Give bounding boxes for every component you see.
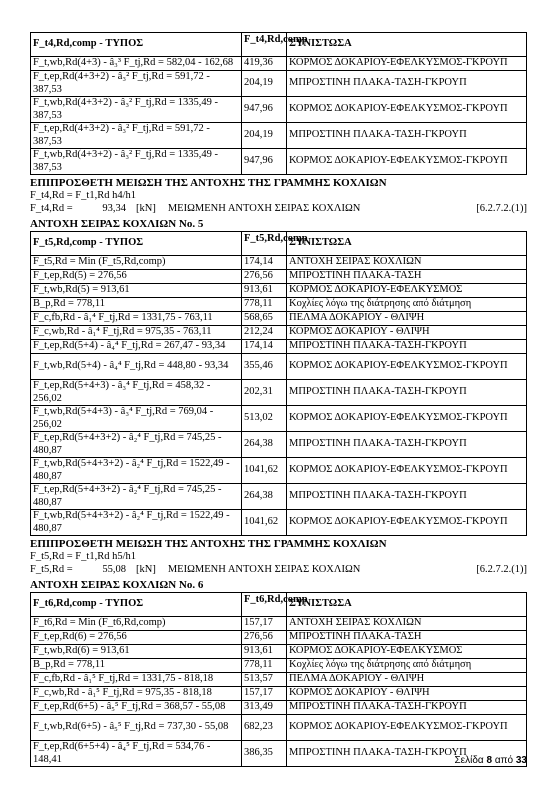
- table-f4-rd-comp: [30, 32, 527, 175]
- cell-component: ΑΝΤΟΧΗ ΣΕΙΡΑΣ ΚΟΧΛΙΩΝ: [287, 617, 527, 631]
- cell-value: 947,96: [242, 149, 287, 175]
- cell-value: 386,35: [242, 741, 287, 767]
- table-row: [31, 71, 527, 97]
- cell-formula: F_t,ep,Rd(4+3+2) - â₃² F_tj,Rd = 591,72 - 387,53: [31, 123, 242, 149]
- table-row: [31, 57, 527, 71]
- result-reference: [6.2.7.2.(1)]: [476, 203, 527, 214]
- section-title-6: ΑΝΤΟΧΗ ΣΕΙΡΑΣ ΚΟΧΛΙΩΝ No. 6: [30, 579, 204, 591]
- result-description: ΜΕΙΩΜΕΝΗ ΑΝΤΟΧΗ ΣΕΙΡΑΣ ΚΟΧΛΙΩΝ: [167, 564, 361, 575]
- cell-component: ΜΠΡΟΣΤΙΝΗ ΠΛΑΚΑ-ΤΑΣΗ: [287, 270, 527, 284]
- cell-component: Κοχλίες λόγω της διάτρησης από διάτμηση: [287, 298, 527, 312]
- cell-component: ΚΟΡΜΟΣ ΔΟΚΑΡΙΟΥ-ΕΦΕΛΚΥΣΜΟΣ-ΓΚΡΟΥΠ: [287, 149, 527, 175]
- cell-component: ΜΠΡΟΣΤΙΝΗ ΠΛΑΚΑ-ΤΑΣΗ-ΓΚΡΟΥΠ: [287, 340, 527, 354]
- cell-value: 1041,62: [242, 458, 287, 484]
- result-value: 93,34: [102, 203, 126, 214]
- cell-formula: F_t,ep,Rd(4+3+2) - â₃² F_tj,Rd = 591,72 - 387,53: [31, 71, 242, 97]
- cell-component: ΜΠΡΟΣΤΙΝΗ ΠΛΑΚΑ-ΤΑΣΗ-ΓΚΡΟΥΠ: [287, 71, 527, 97]
- reduction-heading-1: ΕΠΙΠΡΟΣΘΕΤΗ ΜΕΙΩΣΗ ΤΗΣ ΑΝΤΟΧΗΣ ΤΗΣ ΓΡΑΜΜΗΣ ΚΟΧΛΙΩΝ: [30, 177, 387, 189]
- cell-formula: F_t,wb,Rd(5+4+3) - â₃⁴ F_tj,Rd = 769,04 - 256,02: [31, 406, 242, 432]
- table-row: [31, 340, 527, 354]
- cell-value: 204,19: [242, 123, 287, 149]
- cell-formula: F_t,ep,Rd(5+4+3+2) - â₂⁴ F_tj,Rd = 745,25 - 480,87: [31, 484, 242, 510]
- formula-text: F_t5,Rd = F_t1,Rd h5/h1: [30, 551, 136, 562]
- cell-formula: F_t,wb,Rd(5+4) - â₄⁴ F_tj,Rd = 448,80 - 93,34: [31, 354, 242, 380]
- table-row: [31, 741, 527, 767]
- cell-value: 276,56: [242, 270, 287, 284]
- cell-formula: F_t,wb,Rd(4+3+2) - â₃² F_tj,Rd = 1335,49 - 387,53: [31, 149, 242, 175]
- cell-formula: F_t5,Rd = Min (F_t5,Rd,comp): [31, 256, 242, 270]
- reduction-result-2: [30, 564, 527, 577]
- header-type: F_t4,Rd,comp - ΤΥΠΟΣ: [31, 33, 242, 57]
- cell-formula: F_t,ep,Rd(6+5+4) - â₄⁵ F_tj,Rd = 534,76 - 148,41: [31, 741, 242, 767]
- table-row: [31, 123, 527, 149]
- table-row: [31, 312, 527, 326]
- table-row: [31, 687, 527, 701]
- cell-value: 913,61: [242, 645, 287, 659]
- table-header-row: [31, 232, 527, 256]
- reduction-formula-2: [30, 551, 527, 564]
- cell-value: 174,14: [242, 340, 287, 354]
- cell-value: 778,11: [242, 298, 287, 312]
- table-row: [31, 149, 527, 175]
- header-component: ΣΥΝΙΣΤΩΣΑ: [287, 33, 527, 57]
- header-value: F_t5,Rd,comp: [242, 232, 287, 256]
- cell-value: 1041,62: [242, 510, 287, 536]
- cell-formula: F_c,wb,Rd - â₁⁵ F_tj,Rd = 975,35 - 818,18: [31, 687, 242, 701]
- table-row: [31, 715, 527, 741]
- reduction-heading-2: ΕΠΙΠΡΟΣΘΕΤΗ ΜΕΙΩΣΗ ΤΗΣ ΑΝΤΟΧΗΣ ΤΗΣ ΓΡΑΜΜΗΣ ΚΟΧΛΙΩΝ: [30, 538, 387, 550]
- result-label: F_t4,Rd =: [30, 203, 73, 214]
- cell-component: ΚΟΡΜΟΣ ΔΟΚΑΡΙΟΥ-ΕΦΕΛΚΥΣΜΟΣ: [287, 284, 527, 298]
- table-row: [31, 326, 527, 340]
- cell-component: ΚΟΡΜΟΣ ΔΟΚΑΡΙΟΥ-ΕΦΕΛΚΥΣΜΟΣ-ΓΚΡΟΥΠ: [287, 406, 527, 432]
- cell-value: 313,49: [242, 701, 287, 715]
- header-type: F_t5,Rd,comp - ΤΥΠΟΣ: [31, 232, 242, 256]
- cell-value: 355,46: [242, 354, 287, 380]
- cell-formula: F_t,ep,Rd(5+4+3) - â₃⁴ F_tj,Rd = 458,32 - 256,02: [31, 380, 242, 406]
- reduction-formula-1: [30, 190, 527, 203]
- cell-value: 682,23: [242, 715, 287, 741]
- header-component: ΣΥΝΙΣΤΩΣΑ: [287, 232, 527, 256]
- table-row: [31, 406, 527, 432]
- section-title-5: ΑΝΤΟΧΗ ΣΕΙΡΑΣ ΚΟΧΛΙΩΝ No. 5: [30, 218, 204, 230]
- result-reference: [6.2.7.2.(1)]: [476, 564, 527, 575]
- cell-component: ΚΟΡΜΟΣ ΔΟΚΑΡΙΟΥ - ΘΛΙΨΗ: [287, 687, 527, 701]
- result-description: ΜΕΙΩΜΕΝΗ ΑΝΤΟΧΗ ΣΕΙΡΑΣ ΚΟΧΛΙΩΝ: [167, 203, 361, 214]
- cell-value: 568,65: [242, 312, 287, 326]
- cell-component: ΚΟΡΜΟΣ ΔΟΚΑΡΙΟΥ-ΕΦΕΛΚΥΣΜΟΣ-ΓΚΡΟΥΠ: [287, 354, 527, 380]
- footer-prefix: Σελίδα: [454, 755, 484, 766]
- cell-value: 174,14: [242, 256, 287, 270]
- cell-formula: F_t,ep,Rd(6) = 276,56: [31, 631, 242, 645]
- table-row: [31, 701, 527, 715]
- cell-value: 264,38: [242, 484, 287, 510]
- cell-formula: F_t,wb,Rd(4+3+2) - â₃² F_tj,Rd = 1335,49 - 387,53: [31, 97, 242, 123]
- cell-formula: F_t,wb,Rd(4+3) - â₃³ F_tj,Rd = 582,04 - 162,68: [31, 57, 242, 71]
- formula-text: F_t4,Rd = F_t1,Rd h4/h1: [30, 190, 136, 201]
- table-row: [31, 298, 527, 312]
- footer-total-pages: 33: [515, 755, 527, 766]
- cell-formula: F_t,wb,Rd(6) = 913,61: [31, 645, 242, 659]
- table-row: [31, 484, 527, 510]
- cell-component: ΜΠΡΟΣΤΙΝΗ ΠΛΑΚΑ-ΤΑΣΗ-ΓΚΡΟΥΠ: [287, 741, 527, 767]
- cell-formula: F_t,wb,Rd(5+4+3+2) - â₂⁴ F_tj,Rd = 1522,49 - 480,87: [31, 458, 242, 484]
- table-row: [31, 284, 527, 298]
- table-row: [31, 673, 527, 687]
- cell-value: 157,17: [242, 687, 287, 701]
- result-unit: [kN]: [136, 564, 156, 575]
- table-f6-rd-comp: [30, 592, 527, 767]
- cell-component: ΚΟΡΜΟΣ ΔΟΚΑΡΙΟΥ-ΕΦΕΛΚΥΣΜΟΣ-ΓΚΡΟΥΠ: [287, 458, 527, 484]
- cell-value: 778,11: [242, 659, 287, 673]
- table-row: [31, 432, 527, 458]
- cell-formula: F_c,fb,Rd - â₁⁴ F_tj,Rd = 1331,75 - 763,11: [31, 312, 242, 326]
- cell-value: 419,36: [242, 57, 287, 71]
- document-page: [30, 32, 527, 767]
- header-type: F_t6,Rd,comp - ΤΥΠΟΣ: [31, 593, 242, 617]
- cell-component: ΚΟΡΜΟΣ ΔΟΚΑΡΙΟΥ-ΕΦΕΛΚΥΣΜΟΣ-ΓΚΡΟΥΠ: [287, 510, 527, 536]
- cell-component: ΑΝΤΟΧΗ ΣΕΙΡΑΣ ΚΟΧΛΙΩΝ: [287, 256, 527, 270]
- cell-component: ΚΟΡΜΟΣ ΔΟΚΑΡΙΟΥ-ΕΦΕΛΚΥΣΜΟΣ-ΓΚΡΟΥΠ: [287, 57, 527, 71]
- cell-component: ΚΟΡΜΟΣ ΔΟΚΑΡΙΟΥ-ΕΦΕΛΚΥΣΜΟΣ: [287, 645, 527, 659]
- cell-value: 513,57: [242, 673, 287, 687]
- table-row: [31, 458, 527, 484]
- cell-value: 264,38: [242, 432, 287, 458]
- cell-value: 276,56: [242, 631, 287, 645]
- result-label: F_t5,Rd =: [30, 564, 73, 575]
- cell-component: ΜΠΡΟΣΤΙΝΗ ΠΛΑΚΑ-ΤΑΣΗ-ΓΚΡΟΥΠ: [287, 432, 527, 458]
- cell-formula: B_p,Rd = 778,11: [31, 298, 242, 312]
- cell-formula: F_t,wb,Rd(5) = 913,61: [31, 284, 242, 298]
- table-row: [31, 659, 527, 673]
- cell-component: ΚΟΡΜΟΣ ΔΟΚΑΡΙΟΥ-ΕΦΕΛΚΥΣΜΟΣ-ΓΚΡΟΥΠ: [287, 715, 527, 741]
- cell-value: 202,31: [242, 380, 287, 406]
- table-row: [31, 510, 527, 536]
- table-row: [31, 617, 527, 631]
- cell-value: 157,17: [242, 617, 287, 631]
- footer-middle: από: [494, 755, 514, 766]
- cell-component: ΠΕΛΜΑ ΔΟΚΑΡΙΟΥ - ΘΛΙΨΗ: [287, 673, 527, 687]
- table-row: [31, 256, 527, 270]
- header-component: ΣΥΝΙΣΤΩΣΑ: [287, 593, 527, 617]
- header-value: F_t6,Rd,comp: [242, 593, 287, 617]
- reduction-result-1: [30, 203, 527, 216]
- cell-value: 913,61: [242, 284, 287, 298]
- table-row: [31, 631, 527, 645]
- cell-formula: F_t,wb,Rd(5+4+3+2) - â₂⁴ F_tj,Rd = 1522,49 - 480,87: [31, 510, 242, 536]
- cell-formula: B_p,Rd = 778,11: [31, 659, 242, 673]
- table-header-row: [31, 33, 527, 57]
- cell-formula: F_t,ep,Rd(5+4+3+2) - â₂⁴ F_tj,Rd = 745,25 - 480,87: [31, 432, 242, 458]
- cell-component: ΜΠΡΟΣΤΙΝΗ ΠΛΑΚΑ-ΤΑΣΗ-ΓΚΡΟΥΠ: [287, 380, 527, 406]
- cell-formula: F_c,wb,Rd - â₁⁴ F_tj,Rd = 975,35 - 763,11: [31, 326, 242, 340]
- table-row: [31, 354, 527, 380]
- table-f5-rd-comp: [30, 231, 527, 536]
- cell-component: ΜΠΡΟΣΤΙΝΗ ΠΛΑΚΑ-ΤΑΣΗ-ΓΚΡΟΥΠ: [287, 701, 527, 715]
- footer-page-number: 8: [486, 755, 493, 766]
- cell-component: ΜΠΡΟΣΤΙΝΗ ΠΛΑΚΑ-ΤΑΣΗ-ΓΚΡΟΥΠ: [287, 123, 527, 149]
- header-value: F_t4,Rd,comp: [242, 33, 287, 57]
- cell-component: ΜΠΡΟΣΤΙΝΗ ΠΛΑΚΑ-ΤΑΣΗ-ΓΚΡΟΥΠ: [287, 484, 527, 510]
- cell-formula: F_t,ep,Rd(5) = 276,56: [31, 270, 242, 284]
- cell-component: ΠΕΛΜΑ ΔΟΚΑΡΙΟΥ - ΘΛΙΨΗ: [287, 312, 527, 326]
- result-unit: [kN]: [136, 203, 156, 214]
- cell-value: 947,96: [242, 97, 287, 123]
- page-footer: [455, 755, 528, 766]
- table-row: [31, 645, 527, 659]
- cell-component: ΚΟΡΜΟΣ ΔΟΚΑΡΙΟΥ - ΘΛΙΨΗ: [287, 326, 527, 340]
- cell-value: 513,02: [242, 406, 287, 432]
- cell-formula: F_t6,Rd = Min (F_t6,Rd,comp): [31, 617, 242, 631]
- cell-formula: F_c,fb,Rd - â₁⁵ F_tj,Rd = 1331,75 - 818,18: [31, 673, 242, 687]
- table-row: [31, 97, 527, 123]
- table-row: [31, 380, 527, 406]
- cell-component: Κοχλίες λόγω της διάτρησης από διάτμηση: [287, 659, 527, 673]
- cell-value: 204,19: [242, 71, 287, 97]
- table-header-row: [31, 593, 527, 617]
- cell-component: ΚΟΡΜΟΣ ΔΟΚΑΡΙΟΥ-ΕΦΕΛΚΥΣΜΟΣ-ΓΚΡΟΥΠ: [287, 97, 527, 123]
- cell-value: 212,24: [242, 326, 287, 340]
- table-row: [31, 270, 527, 284]
- result-value: 55,08: [102, 564, 126, 575]
- cell-formula: F_t,ep,Rd(6+5) - â₅⁵ F_tj,Rd = 368,57 - 55,08: [31, 701, 242, 715]
- cell-formula: F_t,wb,Rd(6+5) - â₅⁵ F_tj,Rd = 737,30 - 55,08: [31, 715, 242, 741]
- cell-component: ΜΠΡΟΣΤΙΝΗ ΠΛΑΚΑ-ΤΑΣΗ: [287, 631, 527, 645]
- cell-formula: F_t,ep,Rd(5+4) - â₄⁴ F_tj,Rd = 267,47 - 93,34: [31, 340, 242, 354]
